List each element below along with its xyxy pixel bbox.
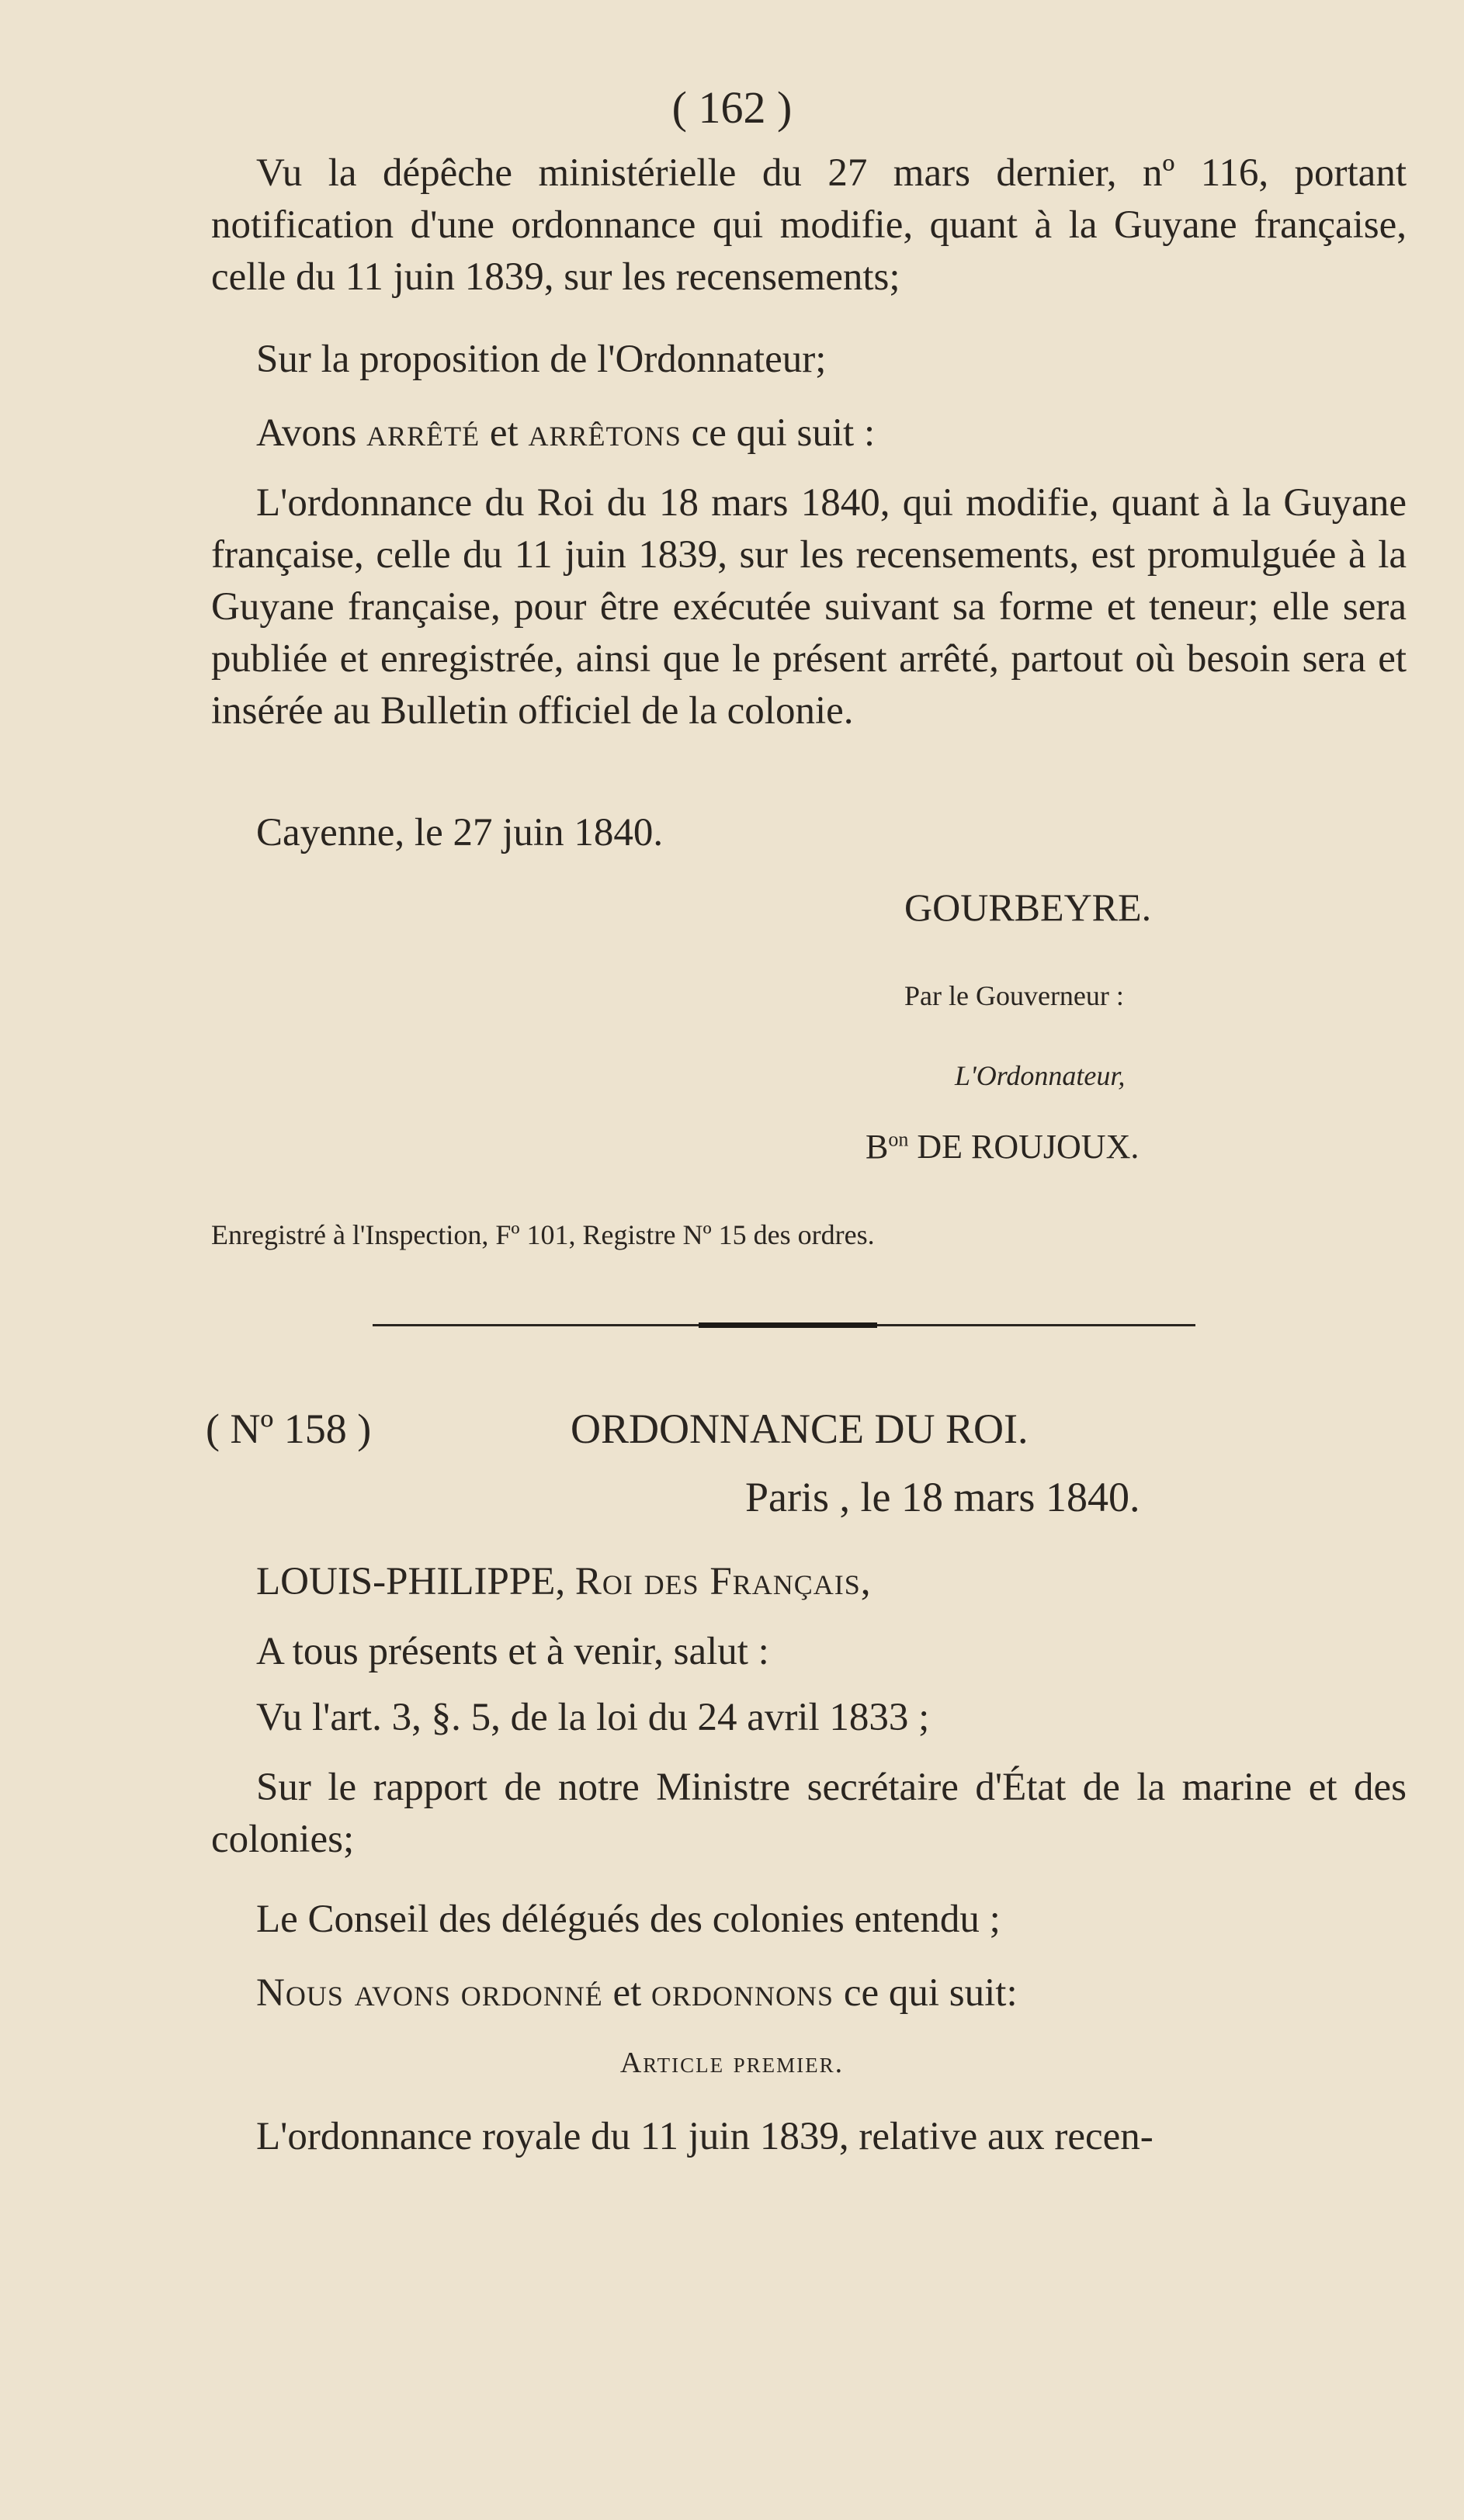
nous-ordonne: ordonné	[460, 1971, 603, 2015]
king-title: Roi des Français,	[574, 1560, 872, 1603]
baron-sup: on	[888, 1128, 909, 1151]
registration-note: Enregistré à l'Inspection, Fº 101, Registre Nº 15 des ordres.	[211, 1219, 875, 1250]
article-heading: Article premier.	[619, 2047, 845, 2079]
page-number: ( 162 )	[671, 82, 793, 133]
paragraph-depeche: Vu la dépêche ministérielle du 27 mars dernier, nº 116, portant notification d'une ordonnance qui modifie, quant à la Guyane française, celle du 11 juin 1839, sur les recensements;	[211, 151, 1407, 299]
arrete-word-avons: Avons	[256, 411, 357, 455]
date-cayenne: Cayenne, le 27 juin 1840.	[256, 811, 664, 854]
paragraph-proposition: Sur la proposition de l'Ordonnateur;	[256, 338, 827, 381]
arrete-word-arrete: arrêté	[366, 411, 480, 455]
arrete-word-suit: ce qui suit :	[691, 411, 876, 455]
arrete-word-et: et	[489, 411, 519, 455]
nous-avons: Nous avons	[256, 1971, 451, 2015]
nous-et: et	[612, 1971, 642, 2015]
ordonnance-number: ( Nº 158 )	[206, 1406, 372, 1452]
nous-line	[211, 1967, 1407, 2019]
separator-rule-thick	[699, 1322, 877, 1328]
arrete-word-arretons: arrêtons	[528, 411, 682, 455]
place-date: Paris , le 18 mars 1840.	[745, 1474, 1140, 1520]
baron-name: DE ROUJOUX.	[917, 1128, 1140, 1166]
ordonnateur-title: L'Ordonnateur,	[955, 1060, 1126, 1091]
rapport-paragraph: Sur le rapport de notre Ministre secrétaire d'État de la marine et des colonies;	[211, 1766, 1407, 1861]
nous-suit: ce qui suit:	[843, 1971, 1018, 2015]
king-line	[211, 1556, 1407, 1608]
vu-line: Vu l'art. 3, §. 5, de la loi du 24 avril 1833 ;	[256, 1696, 930, 1739]
ordonnance-title: ORDONNANCE DU ROI.	[571, 1406, 1029, 1452]
king-name: LOUIS-PHILIPPE,	[256, 1560, 566, 1603]
baron-prefix: B	[866, 1128, 889, 1166]
signature-roujoux	[866, 1127, 1139, 1166]
paragraph-arrete	[211, 407, 1407, 459]
salut-line: A tous présents et à venir, salut :	[256, 1630, 769, 1673]
nous-ordonnons: ordonnons	[651, 1971, 834, 2015]
par-le-gouverneur: Par le Gouverneur :	[904, 980, 1124, 1011]
paragraph-ordonnance: L'ordonnance du Roi du 18 mars 1840, qui modifie, quant à la Guyane française, celle du 11 juin 1839, sur les recensements, est promulguée à la Guyane française, pour être exécutée suivant sa forme et teneur; elle sera publiée et enregistrée, ainsi que le présent arrêté, partout où besoin sera et insérée au Bulletin officiel de la colonie.	[211, 481, 1407, 733]
conseil-line: Le Conseil des délégués des colonies entendu ;	[256, 1898, 1001, 1941]
signature-gourbeyre: GOURBEYRE.	[904, 886, 1152, 929]
last-line: L'ordonnance royale du 11 juin 1839, relative aux recen-	[256, 2115, 1154, 2158]
